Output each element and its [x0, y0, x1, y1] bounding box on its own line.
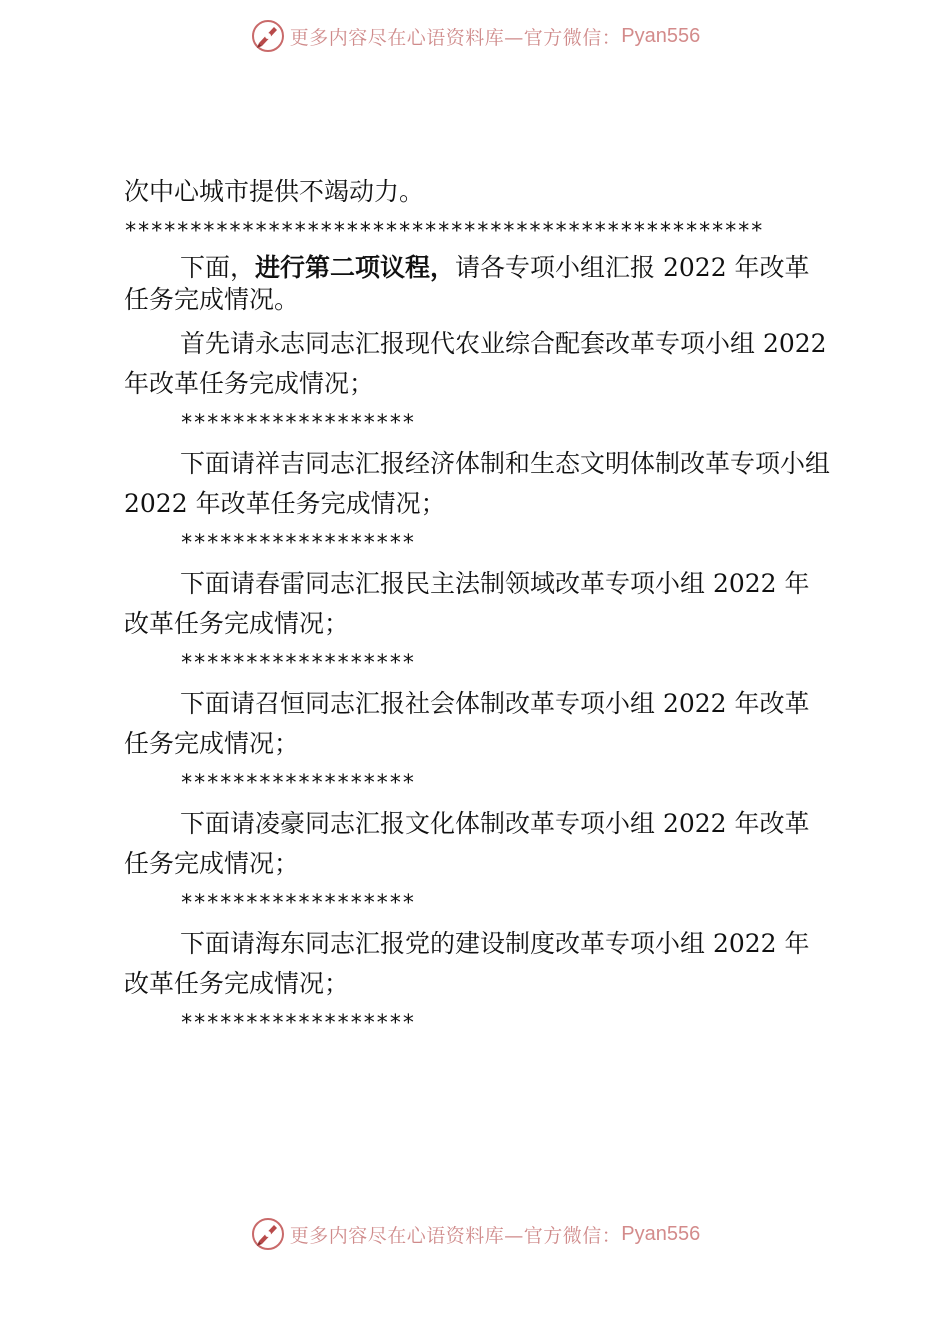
footer-watermark — [0, 1214, 950, 1254]
continuation-paragraph: 次中心城市提供不竭动力。 — [124, 177, 425, 206]
report-item-1: 首先请永志同志汇报现代农业综合配套改革专项小组 2022 年改革任务完成情况； — [124, 329, 827, 398]
footer-watermark-text: 更多内容尽在心语资料库—官方微信： — [289, 1224, 622, 1247]
divider-stars-4: ****************** — [180, 771, 415, 796]
report-item-6: 下面请海东同志汇报党的建设制度改革专项小组 2022 年改革任务完成情况； — [124, 929, 810, 998]
pen-logo-icon — [250, 1216, 286, 1252]
divider-stars-6: ****************** — [180, 1011, 415, 1036]
header-watermark-text: 更多内容尽在心语资料库—官方微信： — [289, 26, 622, 49]
header-wechat-id: Pyan556 — [621, 24, 701, 47]
report-item-5: 下面请凌豪同志汇报文化体制改革专项小组 2022 年改革任务完成情况； — [124, 809, 810, 878]
divider-stars-3: ****************** — [180, 651, 415, 676]
agenda-intro-paragraph — [124, 252, 830, 316]
divider-stars-1: ****************** — [180, 411, 415, 436]
header-watermark — [0, 16, 950, 56]
pen-logo-icon — [250, 18, 286, 54]
footer-wechat-id: Pyan556 — [621, 1222, 701, 1245]
report-item-2: 下面请祥吉同志汇报经济体制和生态文明体制改革专项小组 2022 年改革任务完成情况； — [124, 449, 831, 518]
agenda-intro-rest: 请各专项小组汇报 2022 年改革任务完成情况。 — [124, 253, 810, 314]
report-item-4: 下面请召恒同志汇报社会体制改革专项小组 2022 年改革任务完成情况； — [124, 689, 810, 758]
document-body — [124, 172, 830, 1044]
divider-stars-2: ****************** — [180, 531, 415, 556]
report-item-3: 下面请春雷同志汇报民主法制领域改革专项小组 2022 年改革任务完成情况； — [124, 569, 810, 638]
agenda-intro-bold: 进行第二项议程， — [255, 253, 456, 282]
agenda-intro-lead: 下面， — [180, 253, 256, 282]
divider-stars-long: ************************************************* — [124, 219, 764, 244]
divider-stars-5: ****************** — [180, 891, 415, 916]
